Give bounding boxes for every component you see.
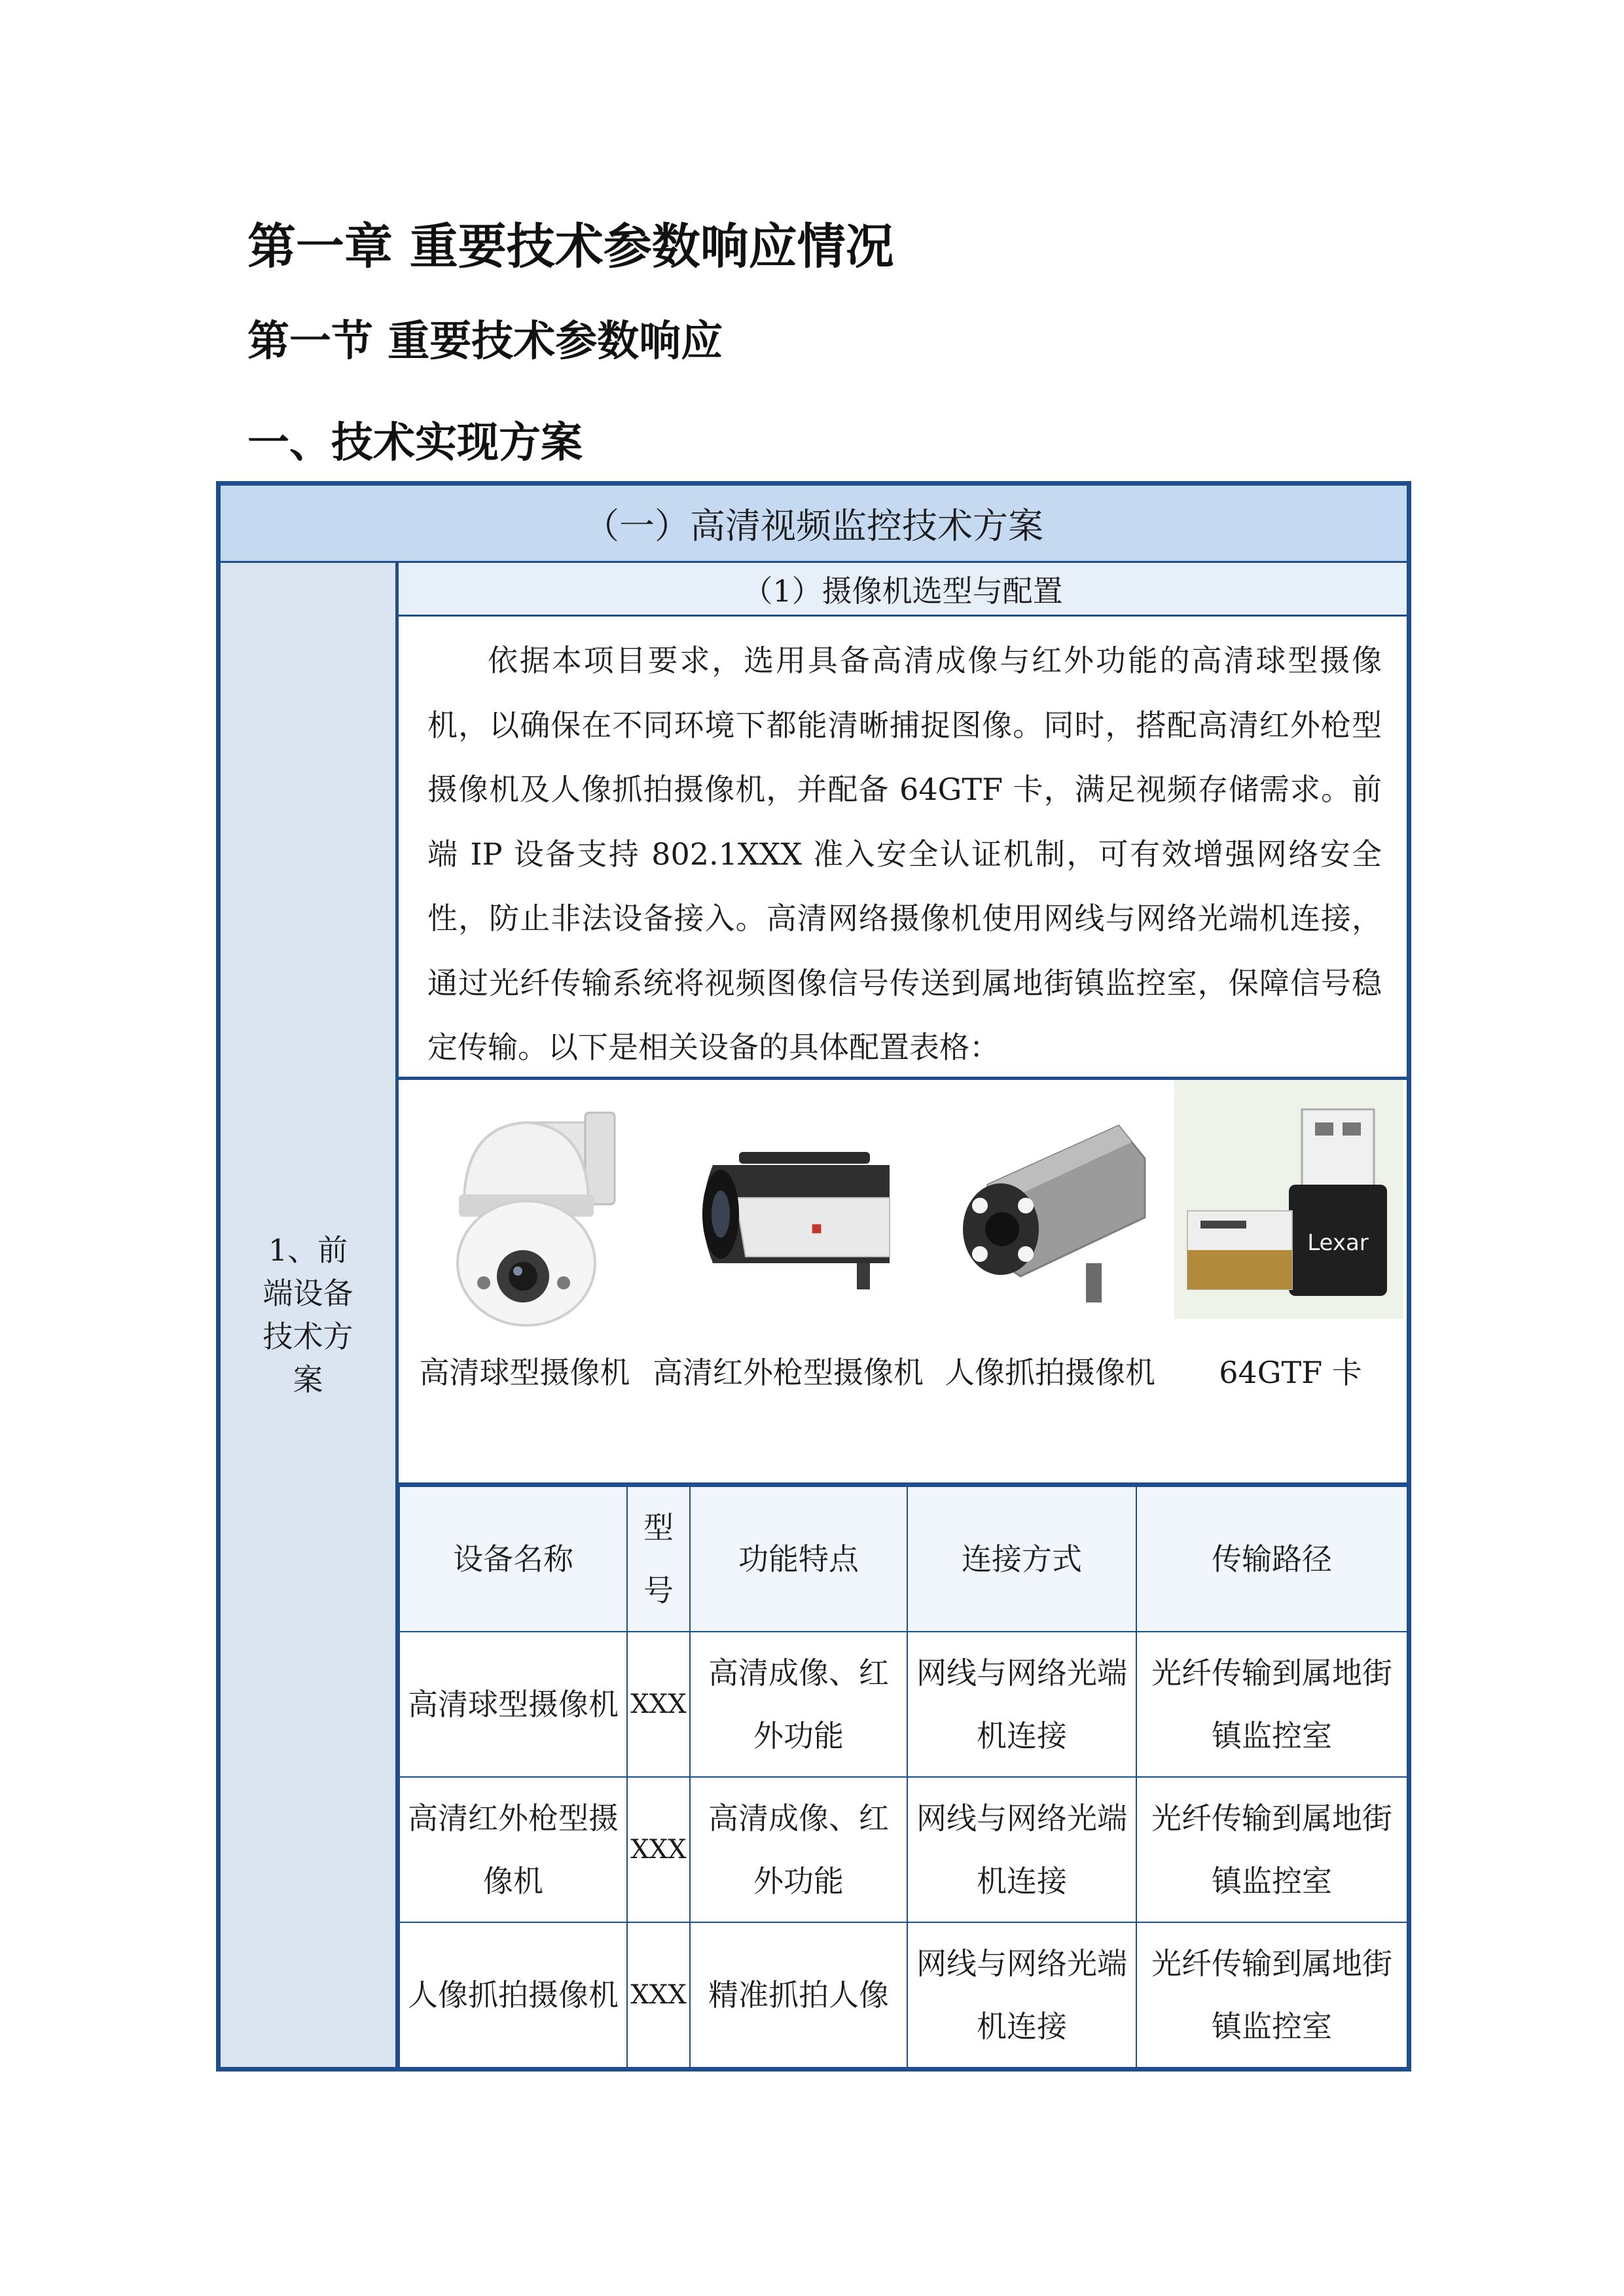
tech-solution-table [216, 481, 1411, 2072]
table-cell: 高清球型摄像机 [399, 1632, 627, 1777]
card-brand-logo: Lexar [1307, 1230, 1369, 1256]
header-cell: 传输路径 [1136, 1486, 1407, 1632]
image-caption: 高清球型摄像机 [419, 1355, 630, 1390]
table-row [399, 1632, 1407, 1777]
table-cell: XXX [627, 1632, 690, 1777]
bullet-camera-image [674, 1086, 909, 1335]
chapter-heading: 第一章 重要技术参数响应情况 [247, 219, 894, 275]
table-cell: 网线与网络光端机连接 [907, 1922, 1136, 2068]
table-cell: 高清红外枪型摄像机 [399, 1777, 627, 1922]
header-cell: 设备名称 [399, 1486, 627, 1632]
table-cell: 光纤传输到属地街镇监控室 [1136, 1922, 1407, 2068]
dome-camera-image [418, 1086, 634, 1335]
table-cell: 光纤传输到属地街镇监控室 [1136, 1632, 1407, 1777]
face-capture-camera-image [935, 1086, 1151, 1335]
table-row [399, 1922, 1407, 2068]
description-cell [399, 617, 1407, 1080]
header-cell: 型号 [627, 1486, 690, 1632]
table-title: （一）高清视频监控技术方案 [221, 486, 1407, 563]
description-paragraph: 依据本项目要求，选用具备高清成像与红外功能的高清球型摄像机，以确保在不同环境下都能清晰捕捉图像。同时，搭配高清红外枪型摄像机及人像抓拍摄像机，并配备 64GTF 卡，满足视频存储需求。前端 IP 设备支持 802.1XXX 准入安全认证机制，可有效增强网络安全性，防止非法设备接入。高清网络摄像机使用网线与网络光端机连接，通过光纤传输系统将视频图像信号传送到属地街镇监控室，保障信号稳定传输。以下是相关设备的具体配置表格： [427, 643, 1382, 1065]
section-heading: 第一节 重要技术参数响应 [247, 317, 723, 366]
row-label-cell [221, 563, 399, 2067]
svg-text:■: ■ [811, 1221, 823, 1235]
table-cell: 高清成像、红外功能 [690, 1632, 907, 1777]
device-config-table [399, 1486, 1408, 2068]
table-cell: 高清成像、红外功能 [690, 1777, 907, 1922]
table-cell: XXX [627, 1777, 690, 1922]
table-header-row [399, 1486, 1407, 1632]
sub-section-title: （1）摄像机选型与配置 [399, 563, 1407, 617]
header-cell: 连接方式 [907, 1486, 1136, 1632]
subsection-heading: 一、技术实现方案 [247, 419, 583, 467]
tf-card-image [1174, 1080, 1403, 1319]
table-cell: 网线与网络光端机连接 [907, 1777, 1136, 1922]
header-cell: 功能特点 [690, 1486, 907, 1632]
image-caption: 高清红外枪型摄像机 [653, 1355, 924, 1390]
table-cell: 网线与网络光端机连接 [907, 1632, 1136, 1777]
row-label: 1、前端设备技术方案 [262, 1232, 353, 1397]
table-cell: XXX [627, 1922, 690, 2068]
device-images-cell [399, 1080, 1407, 1486]
table-row [399, 1777, 1407, 1922]
table-cell: 人像抓拍摄像机 [399, 1922, 627, 2068]
table-cell: 精准抓拍人像 [690, 1922, 907, 2068]
image-caption: 64GTF 卡 [1219, 1355, 1362, 1390]
image-caption: 人像抓拍摄像机 [945, 1355, 1155, 1390]
table-cell: 光纤传输到属地街镇监控室 [1136, 1777, 1407, 1922]
